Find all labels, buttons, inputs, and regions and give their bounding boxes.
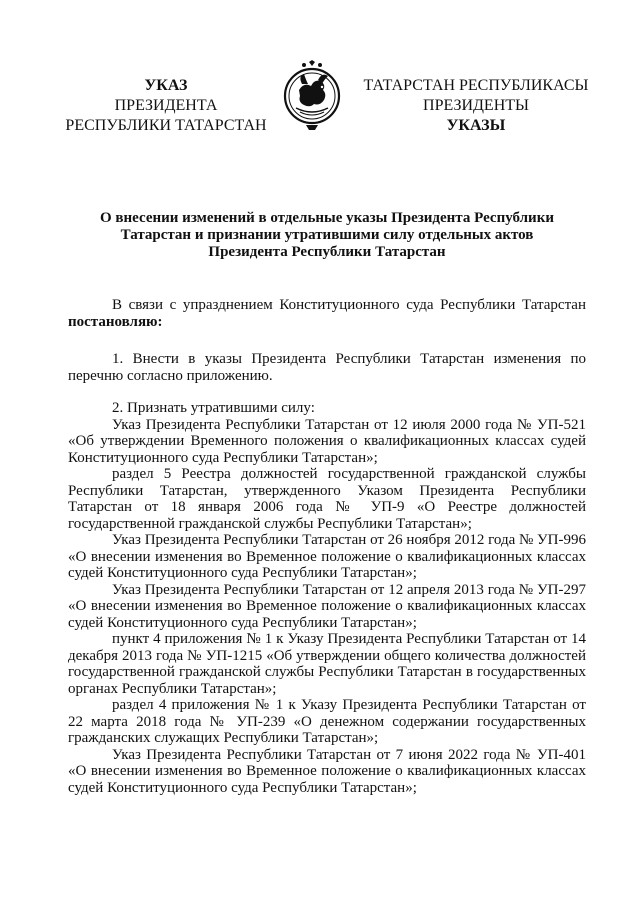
header-left-line-3: РЕСПУБЛИКИ ТАТАРСТАН [65, 117, 267, 134]
repealed-act-6: раздел 4 приложения № 1 к Указу Президента Республики Татарстан от 22 марта 2018 года № УП-239 «О денежном содержании государственных гражданских служащих Республики Татарстан»; [68, 697, 586, 746]
header-left-line-1: УКАЗ [144, 77, 188, 94]
repealed-act-7: Указ Президента Республики Татарстан от 7 июня 2022 года № УП-401 «О внесении изменения во Временное положение о квалификационных классах судей Конституционного суда Республики Татарстан»; [68, 746, 586, 796]
decree-title [70, 210, 584, 261]
clause-1-text: 1. Внести в указы Президента Республики Татарстан изменения по перечню согласно приложению. [68, 351, 586, 384]
header-right-tatar [360, 76, 592, 136]
clause-2 [68, 400, 586, 796]
clause-2-heading: 2. Признать утратившими силу: [112, 400, 315, 416]
header-left-russian [62, 76, 270, 136]
preamble-text: В связи с упразднением Конституционного суда Республики Татарстан [112, 297, 586, 313]
repealed-act-4: Указ Президента Республики Татарстан от 12 апреля 2013 года № УП-297 «О внесении изменения во Временное положение о квалификационных классах судей Конституционного суда Республики Татарстан»; [68, 581, 586, 631]
preamble [68, 297, 586, 330]
repealed-act-5: пункт 4 приложения № 1 к Указу Президента Республики Татарстан от 14 декабря 2013 года № УП-1215 «Об утверждении общего количества должностей государственной гражданской службы Республики Татарстан в государственных органах Республики Татарстан»; [68, 631, 586, 697]
clause-1 [68, 351, 586, 384]
header-right-line-1: ТАТАРСТАН РЕСПУБЛИКАСЫ [363, 77, 589, 94]
preamble-paragraph [68, 297, 586, 330]
header-left-line-2: ПРЕЗИДЕНТА [114, 97, 218, 114]
decree-title-line-2: Татарстан и признании утратившими силу отдельных актов [120, 227, 534, 243]
tatarstan-coat-of-arms-icon [282, 60, 342, 134]
header-right-line-2: ПРЕЗИДЕНТЫ [423, 97, 529, 114]
resolve-word: постановляю: [68, 313, 163, 330]
repealed-act-3: Указ Президента Республики Татарстан от 26 ноября 2012 года № УП-996 «О внесении изменения во Временное положение о квалификационных классах судей Конституционного суда Республики Татарстан»; [68, 532, 586, 581]
repealed-act-1: Указ Президента Республики Татарстан от 12 июля 2000 года № УП-521 «Об утверждении Временного положения о квалификационных классах судей Конституционного суда Республики Татарстан»; [68, 416, 586, 466]
repealed-act-2: раздел 5 Реестра должностей государственной гражданской службы Республики Татарстан, утвержденного Указом Президента Республики Татарстан от 18 января 2006 года № УП-9 «О Реестре должностей государственной гражданской службы Республики Татарстан»; [68, 466, 586, 532]
header-right-line-3: УКАЗЫ [446, 117, 506, 134]
decree-title-line-3: Президента Республики Татарстан [208, 244, 446, 260]
decree-title-line-1: О внесении изменений в отдельные указы Президента Республики [100, 210, 554, 226]
